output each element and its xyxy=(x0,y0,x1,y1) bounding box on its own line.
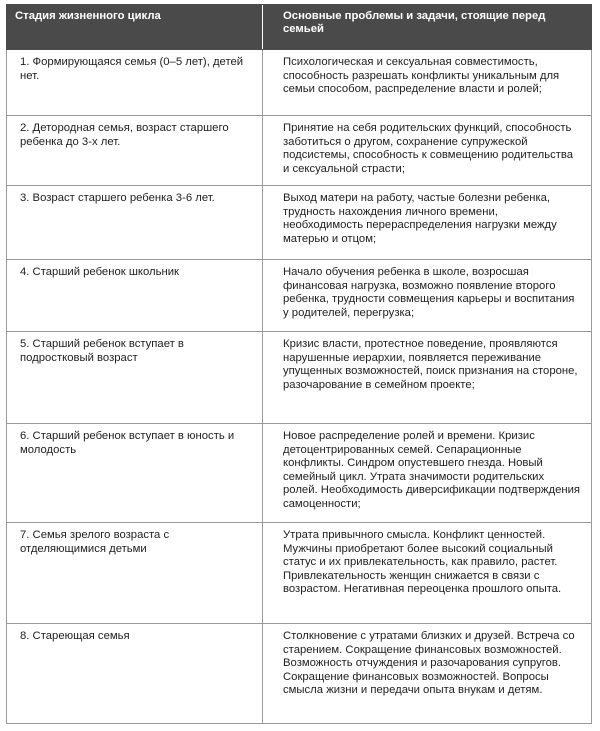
table-row xyxy=(6,624,592,724)
problems-cell: Утрата привычного смысла. Конфликт ценностей. Мужчины приобретают более высокий социальный статус и их привлекательность, как правило, растет. Привлекательность женщин снижается в связи с возрастом. Негативная переоценка прошлого опыта. xyxy=(283,529,562,596)
life-cycle-table xyxy=(6,4,592,724)
stage-cell: 2. Детородная семья, возраст старшего ребенка до 3-х лет. xyxy=(7,116,263,185)
problems-cell: Новое распределение ролей и времени. Кризис детоцентрированных семей. Сепарационные конфликты. Синдром опустевшего гнезда. Новый семейный цикл. Утрата значимости родительских ролей. Необходимость диверсификации подтверждения самоценности; xyxy=(283,430,581,510)
stage-cell: 6. Старший ребенок вступает в юность и молодость xyxy=(7,424,263,522)
problems-cell: Кризис власти, протестное поведение, проявляются нарушенные иерархии, появляется переживание упущенных возможностей, поиск признания на стороне, разочарование в семейном проекте; xyxy=(283,338,578,391)
stage-cell: 3. Возраст старшего ребенка 3-6 лет. xyxy=(7,186,263,259)
problems-cell: Выход матери на работу, частые болезни ребенка, трудность нахождения личного времени, необходимость перераспределения нагрузки между матерью и отцом; xyxy=(283,192,557,245)
table-row xyxy=(6,50,592,116)
header-problems: Основные проблемы и задачи, стоящие перед семьей xyxy=(283,10,546,35)
table-row xyxy=(6,424,592,523)
table-row xyxy=(6,260,592,332)
stage-cell: 4. Старший ребенок школьник xyxy=(7,260,263,331)
stage-cell: 8. Стареющая семья xyxy=(7,624,263,723)
stage-cell: 7. Семья зрелого возраста с отделяющимися детьми xyxy=(7,523,263,623)
problems-cell: Начало обучения ребенка в школе, возросшая финансовая нагрузка, возможно появление второго ребенка, трудности совмещения карьеры и воспитания у родителей, перегрузка; xyxy=(283,266,575,319)
table-header xyxy=(6,4,592,50)
table-row xyxy=(6,523,592,624)
stage-cell: 5. Старший ребенок вступает в подростковый возраст xyxy=(7,332,263,423)
problems-cell: Столкновение с утратами близких и друзей. Встреча со старением. Сокращение финансовых возможностей. Возможность отчуждения и разочарования супругов. Сокращение финансовых возможностей. Вопросы смысла жизни и передачи опыта внукам и детям. xyxy=(283,630,575,697)
header-stage: Стадия жизненного цикла xyxy=(7,5,263,49)
table-row xyxy=(6,116,592,186)
stage-cell: 1. Формирующаяся семья (0–5 лет), детей нет. xyxy=(7,50,263,115)
problems-cell: Психологическая и сексуальная совместимость, способность разрешать конфликты уникальным для семьи способом, распределение власти и ролей; xyxy=(283,56,560,96)
table-row xyxy=(6,332,592,424)
problems-cell: Принятие на себя родительских функций, способность заботиться о другом, сохранение супружеской подсистемы, способность к совмещению родительства и сексуальной страсти; xyxy=(283,122,574,175)
table-row xyxy=(6,186,592,260)
